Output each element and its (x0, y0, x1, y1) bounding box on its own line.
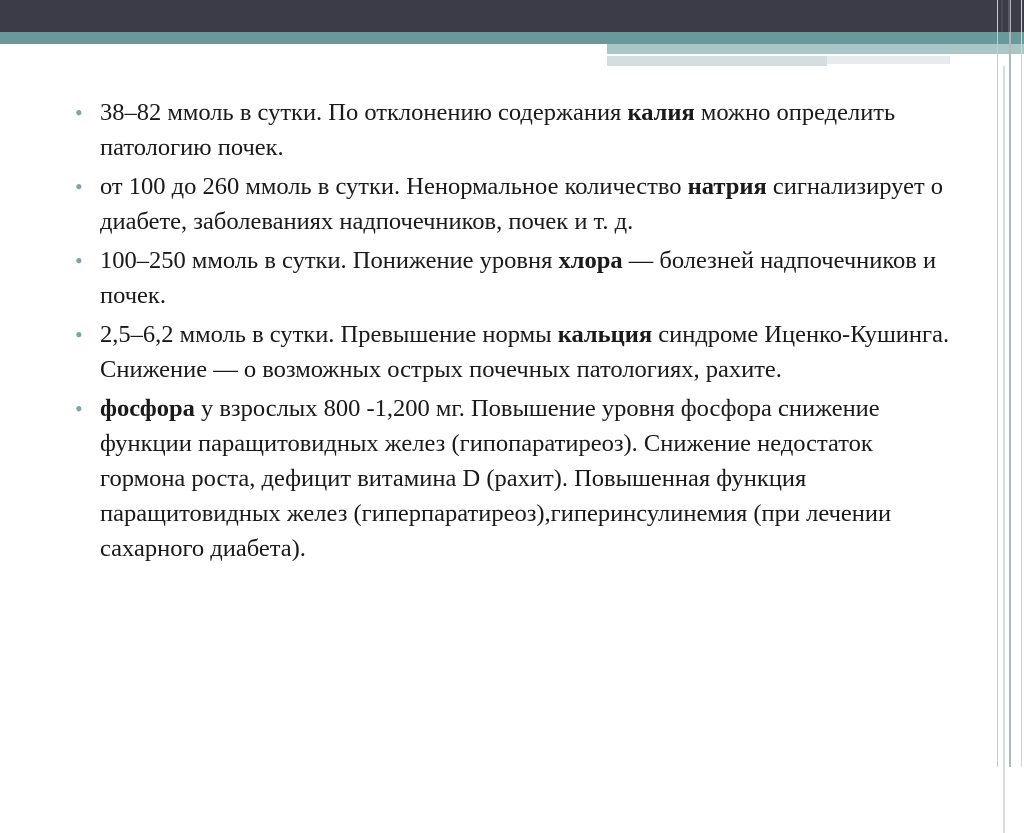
bullet-text-pre: 38–82 ммоль в сутки. По отклонению содержания (100, 99, 628, 126)
bullet-text-bold: фосфора (100, 395, 195, 422)
frame-line (1009, 0, 1011, 767)
bullet-text-pre: 2,5–6,2 ммоль в сутки. Превышение нормы (100, 321, 558, 348)
bullet-item-phosphorus (75, 391, 955, 566)
bullet-item-chlorine (75, 243, 955, 313)
frame-line (997, 0, 998, 767)
bullet-list (75, 95, 955, 566)
header-band-dark (0, 0, 1024, 32)
bullet-text-post: сигнализирует о диабете, заболеваниях надпочечников, почек и т. д. (100, 173, 944, 235)
bullet-icon: • (75, 248, 83, 273)
frame-line (1015, 0, 1018, 32)
bullet-text-post: — болезней надпочечников и почек. (100, 247, 937, 309)
bullet-text-post: синдроме Иценко-Кушинга. Снижение — о возможных острых почечных патологиях, рахите. (100, 321, 950, 383)
bullet-text-bold: кальция (557, 321, 653, 348)
frame-line (1003, 66, 1005, 833)
header-band-teal-light (607, 44, 1024, 54)
bullet-icon: • (75, 322, 83, 347)
frame-line (1008, 0, 1010, 32)
bullet-item-calcium (75, 317, 955, 387)
slide-content (75, 95, 955, 570)
bullet-item-potassium (75, 95, 955, 165)
bullet-text-pre: от 100 до 260 ммоль в сутки. Ненормальное количество (100, 173, 688, 200)
bullet-text-bold: калия (627, 99, 695, 126)
frame-line (1001, 0, 1003, 32)
header-band-gray-strip-2 (827, 56, 950, 64)
header-band-teal (0, 32, 1024, 44)
bullet-icon: • (75, 396, 83, 421)
bullet-icon: • (75, 100, 83, 125)
bullet-text-post: у взрослых 800 -1,200 мг. Повышение уровня фосфора снижение функции паращитовидных желез (гипопаратиреоз). Снижение недостаток гормона роста, дефицит витамина D (рахит). Повышенная функция паращитовидных желез (гиперпаратиреоз),гиперинсулинемия (при лечении сахарного диабета). (100, 395, 892, 562)
header-band-gray-strip (607, 56, 827, 66)
bullet-text-bold: натрия (687, 173, 767, 200)
bullet-text-post: можно определить патологию почек. (100, 99, 896, 161)
bullet-item-sodium (75, 169, 955, 239)
bullet-icon: • (75, 174, 83, 199)
bullet-text-pre: 100–250 ммоль в сутки. Понижение уровня (100, 247, 559, 274)
frame-line (1021, 0, 1022, 767)
bullet-text-bold: хлора (558, 247, 623, 274)
